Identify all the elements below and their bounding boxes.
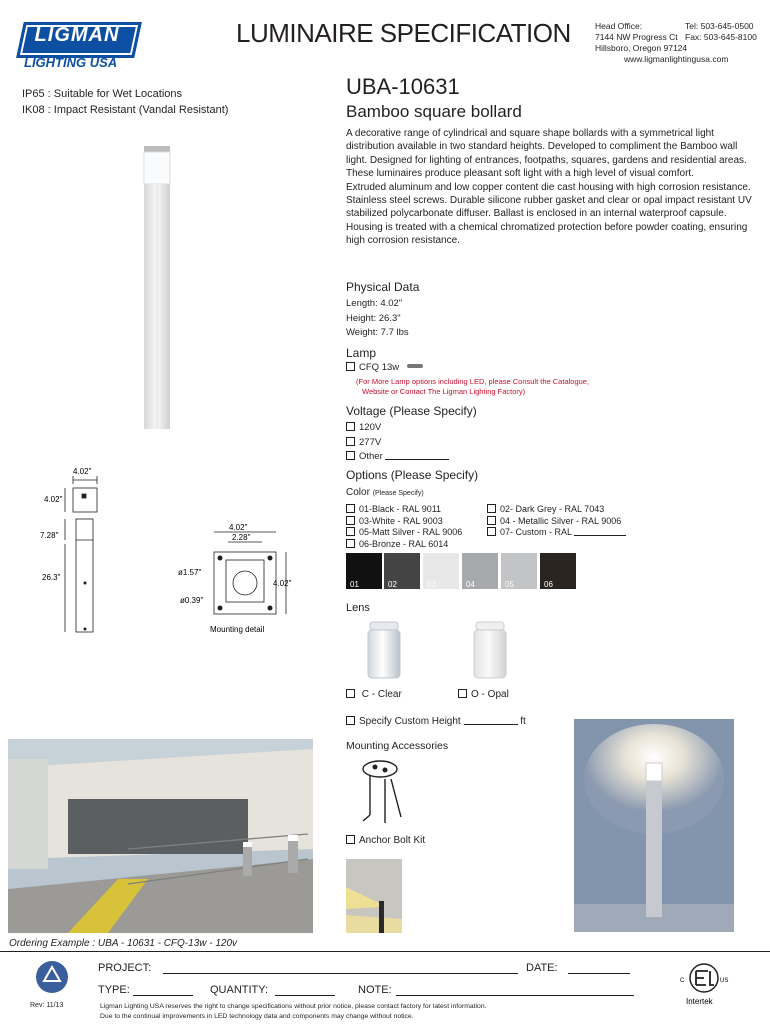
voltage-other-option[interactable] (346, 450, 449, 465)
anchor-bolt-option[interactable] (346, 834, 425, 849)
physical-data-list (346, 297, 409, 341)
lamp-option[interactable] (346, 361, 425, 376)
color-04-label: 04 - Metallic Silver - RAL 9006 (500, 515, 622, 526)
lens-opal-label: O - Opal (471, 689, 509, 700)
lamp-note-line-1: (For More Lamp options including LED, please Consult the Catalogue, (356, 377, 590, 386)
color-heading-note: (Please Specify) (372, 490, 424, 497)
custom-height-field[interactable] (464, 724, 518, 725)
lamp-bulb-icon (405, 362, 425, 370)
dim-total-height: 26.3" (42, 573, 61, 582)
lamp-note-line-2: Website or Contact The Ligman Lighting Factory) (362, 387, 526, 396)
dimension-drawing (40, 462, 310, 642)
swatch-06-label: 06 (544, 580, 553, 589)
cert-us-mark: US (720, 978, 729, 984)
clear-lens-image (364, 620, 404, 682)
dim-hole-small: ø0.39" (180, 596, 204, 605)
type-label: TYPE: (98, 984, 130, 996)
voltage-other-field[interactable] (385, 459, 449, 460)
product-name: Bamboo square bollard (346, 102, 522, 121)
swatch-04-label: 04 (466, 580, 475, 589)
dim-plate-side: 4.02" (273, 579, 292, 588)
installation-photo (8, 739, 313, 933)
opal-lens-image (470, 620, 510, 682)
bollard-product-image (128, 140, 188, 440)
dim-head-height: 7.28" (40, 531, 59, 540)
swatch-05 (501, 553, 537, 589)
dim-plate-inner: 2.28" (232, 533, 251, 542)
cert-c-mark: C (680, 978, 685, 984)
anchor-bolt-label: Anchor Bolt Kit (359, 835, 426, 846)
swatch-02 (384, 553, 420, 589)
color-options-left (346, 504, 462, 550)
color-07-label: 07- Custom - RAL (500, 527, 572, 537)
color-option-05[interactable] (346, 527, 462, 539)
swatch-01-label: 01 (350, 580, 359, 589)
description-para-1: A decorative range of cylindrical and square shape bollards with a symmetrical light distribution available in two standard heights. Developed to compliment the Bamboo wall light. Designed for lighting of entrances, footpaths, squares, gardens and residential areas. These luminaires produce pleasant soft light with a high level of visual comfort. (346, 128, 747, 180)
color-01-label: 01-Black - RAL 9011 (359, 504, 442, 514)
dim-hole-large: ø1.57" (178, 568, 202, 577)
height-value: Height: 26.3" (346, 312, 401, 324)
anchor-bolt-checkbox[interactable] (346, 835, 355, 844)
voltage-277-option[interactable] (346, 436, 449, 451)
color-option-07[interactable] (487, 527, 626, 539)
footer-divider (0, 951, 770, 952)
note-field[interactable] (396, 995, 634, 996)
logo-subtitle: LIGHTING USA (24, 55, 118, 70)
office-address-2: Hillsboro, Oregon 97124 (595, 43, 688, 53)
swatch-03 (423, 553, 459, 589)
office-phone (685, 21, 757, 43)
swatch-05-label: 05 (505, 580, 514, 589)
swatch-04 (462, 553, 498, 589)
lens-opal-option[interactable] (458, 688, 509, 703)
color-01-checkbox[interactable] (346, 504, 355, 513)
voltage-277-checkbox[interactable] (346, 437, 355, 446)
color-06-label: 06-Bronze - RAL 6014 (359, 538, 449, 549)
color-option-04[interactable] (487, 516, 626, 528)
color-02-checkbox[interactable] (487, 504, 496, 513)
voltage-heading: Voltage (Please Specify) (346, 404, 477, 418)
head-office-block (595, 21, 757, 64)
length-value: Length: 4.02" (346, 298, 403, 309)
color-06-checkbox[interactable] (346, 539, 355, 548)
voltage-120-label: 120V (359, 422, 382, 433)
office-address-1: 7144 NW Progress Ct (595, 32, 678, 42)
disclaimer (100, 1002, 487, 1022)
anchor-bolt-icon (355, 757, 415, 827)
drawing-caption: Mounting detail (210, 625, 265, 634)
options-heading: Options (Please Specify) (346, 468, 479, 482)
voltage-120-option[interactable] (346, 421, 449, 436)
lens-clear-option[interactable] (346, 688, 402, 703)
custom-height-option[interactable] (346, 715, 526, 730)
etl-certification-icon (676, 958, 732, 1008)
disclaimer-line-1: Ligman Lighting USA reserves the right to change specifications without prior notice, please contact factory for latest information. (100, 1003, 487, 1010)
lamp-option-label: CFQ 13w (359, 362, 400, 373)
voltage-277-label: 277V (359, 436, 382, 448)
model-number: UBA-10631 (346, 74, 460, 99)
color-option-01[interactable] (346, 504, 462, 516)
voltage-options (346, 421, 449, 465)
ratings-block (22, 86, 228, 118)
color-05-checkbox[interactable] (346, 527, 355, 536)
lens-heading: Lens (346, 602, 370, 614)
quantity-label: QUANTITY: (210, 984, 269, 996)
date-label: DATE: (526, 962, 558, 974)
weight-value: Weight: 7.7 lbs (346, 327, 409, 338)
revision-label: Rev: 11/13 (30, 1002, 64, 1009)
website-link[interactable]: www.ligmanlightingusa.com (624, 54, 729, 64)
color-heading-label: Color (346, 487, 370, 498)
color-heading (346, 487, 424, 498)
project-label: PROJECT: (98, 962, 152, 974)
night-bollard-photo (574, 719, 734, 932)
ik-rating: IK08 : Impact Resistant (Vandal Resistant) (22, 104, 229, 116)
voltage-other-label: Other (359, 451, 383, 462)
custom-height-unit: ft (520, 716, 526, 727)
color-options-right (487, 504, 626, 539)
voltage-other-checkbox[interactable] (346, 451, 355, 460)
color-05-label: 05-Matt Silver - RAL 9006 (359, 527, 463, 537)
physical-data-heading: Physical Data (346, 280, 420, 294)
swatch-02-label: 02 (388, 580, 397, 589)
custom-ral-field[interactable] (574, 535, 626, 536)
light-distribution-image (346, 859, 402, 933)
cert-brand: Intertek (686, 997, 713, 1006)
color-04-checkbox[interactable] (487, 516, 496, 525)
lens-clear-label: C - Clear (361, 689, 402, 700)
color-03-label: 03-White - RAL 9003 (359, 515, 443, 526)
note-label: NOTE: (358, 984, 392, 996)
swatch-01 (346, 553, 382, 589)
color-option-06[interactable] (346, 539, 462, 551)
type-field[interactable] (133, 995, 193, 996)
dim-plate-width: 4.02" (229, 523, 248, 532)
lamp-heading: Lamp (346, 346, 377, 360)
description-para-2: Extruded aluminum and low copper content die cast housing with high corrosion resistance. Stainless steel screws. Durable silicone rubber gasket and clear or opal impact resistant UV stabilized polycarbonate diffuser. Ballast is enclosed in an internal waterproof capsule. Housing is treated with a chemical chromatized protection before powder coating, ensuring high corrosion resistance. (346, 181, 752, 247)
swatch-03-label: 03 (427, 580, 436, 589)
page-title: LUMINAIRE SPECIFICATION (236, 18, 571, 48)
date-field[interactable] (568, 973, 630, 974)
custom-height-checkbox[interactable] (346, 716, 355, 725)
color-03-checkbox[interactable] (346, 516, 355, 525)
tel-text: Tel: 503-645-0500 (685, 21, 754, 31)
lamp-checkbox[interactable] (346, 362, 355, 371)
ordering-example: Ordering Example : UBA - 10631 - CFQ-13w - 120v (9, 938, 238, 949)
quantity-field[interactable] (275, 995, 335, 996)
logo-name: LIGMAN (34, 24, 120, 46)
office-label: Head Office: (595, 21, 643, 31)
lens-clear-checkbox[interactable] (346, 689, 355, 698)
product-description (346, 127, 754, 248)
disclaimer-line-2: Due to the continual improvements in LED technology data and components may change without notice. (100, 1013, 414, 1020)
lamp-note (356, 377, 589, 397)
fax-text: Fax: 503-645-8100 (685, 32, 757, 42)
dim-side-width: 4.02" (44, 495, 63, 504)
mounting-heading: Mounting Accessories (346, 740, 449, 752)
swatch-06 (540, 553, 576, 589)
lens-opal-checkbox[interactable] (458, 689, 467, 698)
project-field[interactable] (163, 973, 518, 974)
ip-rating: IP65 : Suitable for Wet Locations (22, 88, 182, 100)
color-option-03[interactable] (346, 516, 462, 528)
recycle-logo-icon (34, 957, 70, 997)
dim-top-width: 4.02" (73, 467, 92, 476)
voltage-120-checkbox[interactable] (346, 422, 355, 431)
color-option-02[interactable] (487, 504, 626, 516)
color-02-label: 02- Dark Grey - RAL 7043 (500, 504, 605, 514)
custom-height-label: Specify Custom Height (359, 716, 461, 727)
color-07-checkbox[interactable] (487, 527, 496, 536)
